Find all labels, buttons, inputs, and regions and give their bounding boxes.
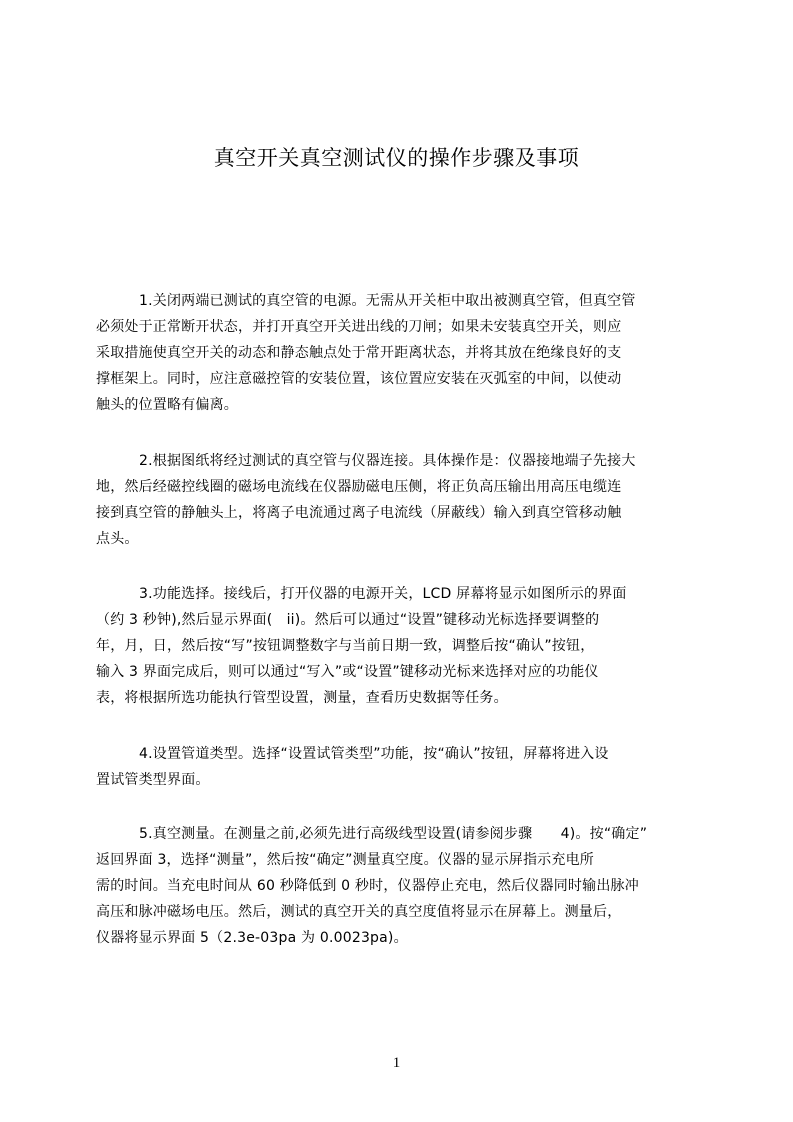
paragraph-line: 2.根据图纸将经过测试的真空管与仪器连接。具体操作是：仪器接地端子先接大 <box>139 453 636 469</box>
paragraph-4-tube-type <box>96 741 706 793</box>
page-number: 1 <box>392 1055 401 1071</box>
paragraph-line: 表，将根据所选功能执行管型设置，测量，查看历史数据等任务。 <box>96 690 508 706</box>
paragraph-line: 必须处于正常断开状态，并打开真空开关进出线的刀闸；如果未安装真空开关，则应 <box>96 319 622 335</box>
paragraph-line: 仪器将显示界面 5（2.3e-03pa 为 0.0023pa)。 <box>96 930 408 946</box>
paragraph-line: 接到真空管的静触头上，将离子电流通过离子电流线（屏蔽线）输入到真空管移动触 <box>96 505 622 521</box>
paragraph-line: 高压和脉冲磁场电压。然后，测试的真空开关的真空度值将显示在屏幕上。测量后， <box>96 904 622 920</box>
paragraph-line: 输入 3 界面完成后，则可以通过“写入”或“设置”键移动光标来选择对应的功能仪 <box>96 664 599 680</box>
paragraph-line: 1.关闭两端已测试的真空管的电源。无需从开关柜中取出被测真空管，但真空管 <box>139 293 636 309</box>
paragraph-line: 需的时间。当充电时间从 60 秒降低到 0 秒时，仪器停止充电，然后仪器同时输出脉冲 <box>96 878 639 894</box>
paragraph-line: 采取措施使真空开关的动态和静态触点处于常开距离状态，并将其放在绝缘良好的支 <box>96 345 622 361</box>
document-title: 真空开关真空测试仪的操作步骤及事项 <box>213 146 580 170</box>
paragraph-line: 4.设置管道类型。选择“设置试管类型”功能，按“确认”按钮，屏幕将进入设 <box>139 746 609 762</box>
paragraph-line: 地，然后经磁控线圈的磁场电流线在仪器励磁电压侧，将正负高压输出用高压电缆连 <box>96 479 622 495</box>
paragraph-line: 撑框架上。同时，应注意磁控管的安装位置，该位置应安装在灭弧室的中间，以使动 <box>96 371 622 387</box>
paragraph-line: 返回界面 3，选择“测量”，然后按“确定”测量真空度。仪器的显示屏指示充电所 <box>96 852 594 868</box>
paragraph-line: 触头的位置略有偏离。 <box>96 397 238 413</box>
paragraph-line: （约 3 秒钟),然后显示界面( ii)。然后可以通过“设置”键移动光标选择要调整的 <box>96 612 600 628</box>
paragraph-line: 置试管类型界面。 <box>96 772 210 788</box>
paragraph-line: 点头。 <box>96 531 139 547</box>
paragraph-2-wiring <box>96 448 706 552</box>
paragraph-3-function-select <box>96 581 706 711</box>
paragraph-line: 年，月，日，然后按“写”按钮调整数字与当前日期一致，调整后按“确认”按钮， <box>96 638 595 654</box>
paragraph-line: 5.真空测量。在测量之前,必须先进行高级线型设置(请参阅步骤 4)。按“确定” <box>139 826 648 842</box>
paragraph-line: 3.功能选择。接线后，打开仪器的电源开关，LCD 屏幕将显示如图所示的界面 <box>139 586 627 602</box>
paragraph-5-vacuum-measurement <box>96 821 706 951</box>
paragraph-1-power-off <box>96 288 706 418</box>
